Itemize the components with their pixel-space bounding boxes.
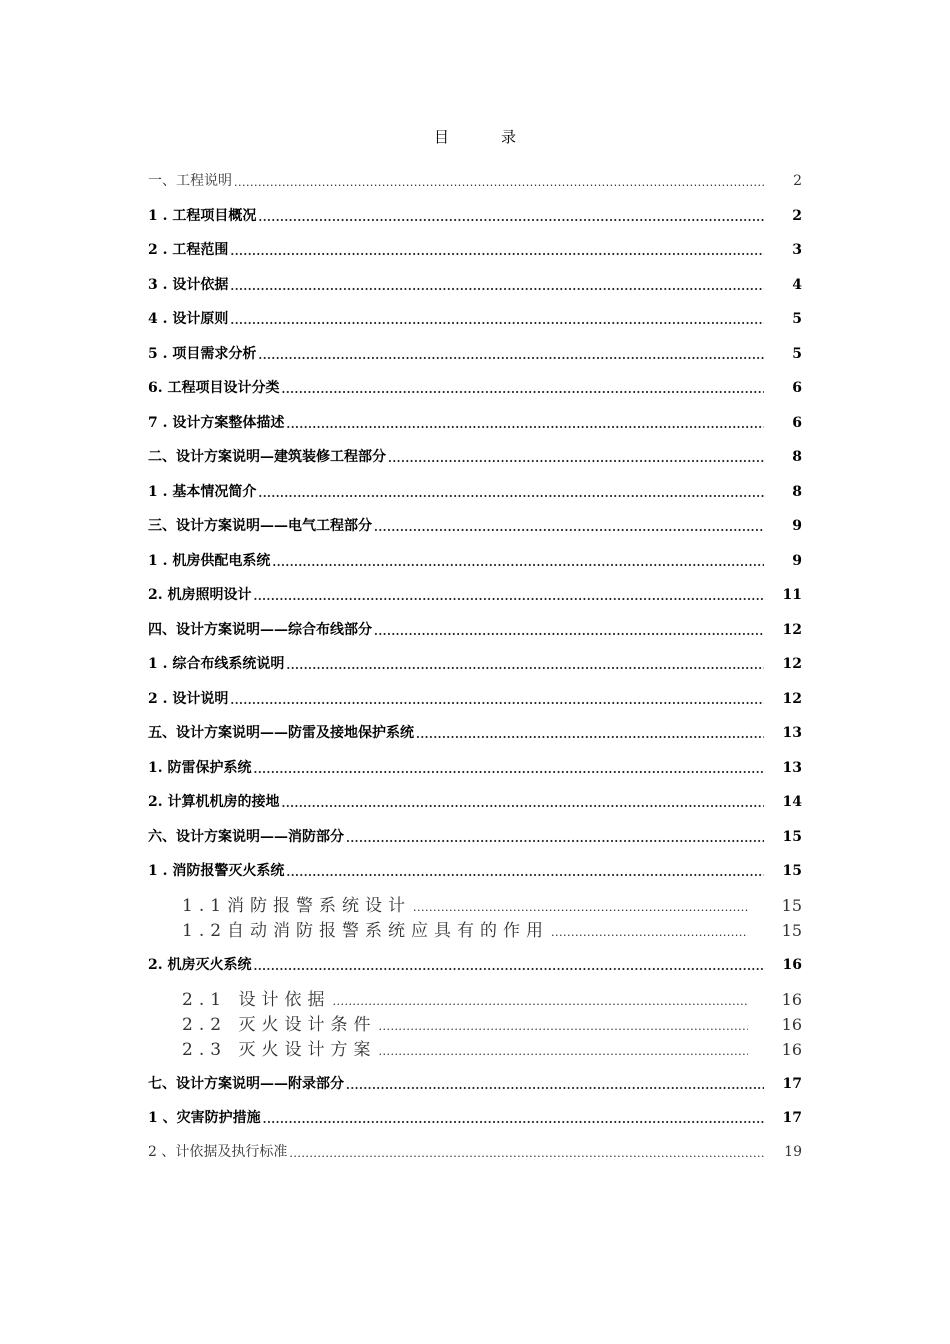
toc-page-number: 2 xyxy=(792,208,802,224)
toc-entry-label: 三、设计方案说明——电气工程部分 xyxy=(148,518,372,534)
toc-entry[interactable] xyxy=(148,582,802,604)
toc-dot-leader xyxy=(254,960,765,974)
toc-entry-label: 6. 工程项目设计分类 xyxy=(148,380,280,396)
toc-page-number: 8 xyxy=(792,484,802,500)
toc-dot-leader xyxy=(254,763,765,777)
toc-dot-leader xyxy=(258,211,764,225)
toc-entry-label: 七、设计方案说明——附录部分 xyxy=(148,1076,344,1092)
toc-entry-label: 二、设计方案说明—建筑装修工程部分 xyxy=(148,449,386,465)
toc-title-right: 录 xyxy=(501,128,517,146)
toc-page-number: 2 xyxy=(793,173,802,189)
toc-subentry[interactable] xyxy=(182,893,802,915)
toc-page-number: 15 xyxy=(781,896,802,915)
toc-entry-label: 1 . 综合布线系统说明 xyxy=(148,656,285,672)
toc-page-number: 8 xyxy=(792,449,802,465)
toc-entry[interactable] xyxy=(148,1139,802,1161)
toc-entry[interactable] xyxy=(148,617,802,639)
toc-entry-label: 1 . 基本情况简介 xyxy=(148,484,257,500)
toc-title-left: 目 xyxy=(433,128,449,146)
toc-entry[interactable] xyxy=(148,168,802,190)
toc-entry[interactable] xyxy=(148,789,802,811)
toc-page-number: 14 xyxy=(782,794,802,810)
toc-dot-leader xyxy=(282,383,765,397)
toc-page-number: 16 xyxy=(782,957,802,973)
toc-dot-leader xyxy=(286,866,764,880)
toc-dot-leader xyxy=(416,728,764,742)
toc-dot-leader xyxy=(272,556,764,570)
toc-dot-leader xyxy=(378,1045,748,1059)
toc-entry[interactable] xyxy=(148,272,802,294)
toc-entry[interactable] xyxy=(148,375,802,397)
toc-page-number: 6 xyxy=(792,380,802,396)
toc-page-number: 15 xyxy=(782,863,802,879)
toc-entry-label: 2.1 设计依据 xyxy=(182,990,331,1010)
toc-page-number: 12 xyxy=(782,622,802,638)
toc-subentry[interactable] xyxy=(182,1037,802,1059)
toc-entry-label: 六、设计方案说明——消防部分 xyxy=(148,829,344,845)
toc-entry-label: 五、设计方案说明——防雷及接地保护系统 xyxy=(148,725,414,741)
toc-entry[interactable] xyxy=(148,479,802,501)
toc-entry[interactable] xyxy=(148,203,802,225)
toc-dot-leader xyxy=(286,418,764,432)
toc-entry-label: 1 、灾害防护措施 xyxy=(148,1110,261,1126)
toc-page-number: 15 xyxy=(781,921,802,940)
toc-dot-leader xyxy=(388,452,764,466)
toc-entry-label: 2. 机房灭火系统 xyxy=(148,957,252,973)
toc-page-number: 6 xyxy=(792,415,802,431)
toc-page-number: 11 xyxy=(782,587,802,603)
toc-dot-leader xyxy=(254,590,765,604)
toc-entry[interactable] xyxy=(148,513,802,535)
toc-page-number: 19 xyxy=(784,1144,802,1160)
toc-subentry[interactable] xyxy=(182,987,802,1009)
toc-page-number: 4 xyxy=(792,277,802,293)
toc-page-number: 17 xyxy=(782,1110,802,1126)
toc-entry[interactable] xyxy=(148,858,802,880)
toc-entry[interactable] xyxy=(148,720,802,742)
toc-dot-leader xyxy=(234,176,764,190)
toc-dot-leader xyxy=(230,245,764,259)
toc-dot-leader xyxy=(378,1020,748,1034)
toc-page-number: 12 xyxy=(782,691,802,707)
toc-entry-label: 3 . 设计依据 xyxy=(148,277,229,293)
toc-entry-label: 2. 计算机机房的接地 xyxy=(148,794,280,810)
toc-page-number: 5 xyxy=(792,346,802,362)
toc-entry[interactable] xyxy=(148,952,802,974)
toc-entry-label: 1 . 工程项目概况 xyxy=(148,208,257,224)
toc-entry-label: 四、设计方案说明——综合布线部分 xyxy=(148,622,372,638)
toc-dot-leader xyxy=(258,349,764,363)
toc-dot-leader xyxy=(230,314,764,328)
toc-entry-label: 2 . 设计说明 xyxy=(148,691,229,707)
toc-title xyxy=(0,126,950,147)
toc-dot-leader xyxy=(230,694,764,708)
toc-dot-leader xyxy=(551,926,748,940)
toc-entry[interactable] xyxy=(148,548,802,570)
toc-entry[interactable] xyxy=(148,237,802,259)
toc-dot-leader xyxy=(286,659,764,673)
toc-page-number: 12 xyxy=(782,656,802,672)
toc-page-number: 15 xyxy=(782,829,802,845)
toc-dot-leader xyxy=(374,521,764,535)
toc-entry[interactable] xyxy=(148,651,802,673)
toc-entry-label: 5 . 项目需求分析 xyxy=(148,346,257,362)
toc-entry[interactable] xyxy=(148,306,802,328)
toc-dot-leader xyxy=(230,280,764,294)
toc-dot-leader xyxy=(374,625,764,639)
toc-entry[interactable] xyxy=(148,410,802,432)
toc-entry-label: 1 . 消防报警灭火系统 xyxy=(148,863,285,879)
toc-entry[interactable] xyxy=(148,686,802,708)
toc-entry[interactable] xyxy=(148,444,802,466)
toc-entry[interactable] xyxy=(148,755,802,777)
toc-page-number: 17 xyxy=(782,1076,802,1092)
toc-entry-label: 2 . 工程范围 xyxy=(148,242,229,258)
toc-page-number: 16 xyxy=(781,1040,802,1059)
toc-entry-label: 2 、计依据及执行标准 xyxy=(148,1144,288,1160)
toc-entry-label: 2.3 灭火设计方案 xyxy=(182,1040,377,1060)
toc-dot-leader xyxy=(263,1113,764,1127)
toc-dot-leader xyxy=(282,797,765,811)
toc-entry[interactable] xyxy=(148,1105,802,1127)
toc-dot-leader xyxy=(289,1147,764,1161)
toc-page-number: 3 xyxy=(792,242,802,258)
toc-dot-leader xyxy=(413,901,748,915)
toc-entry-label: 1.1消防报警系统设计 xyxy=(182,896,412,916)
toc-entry-label: 4 . 设计原则 xyxy=(148,311,229,327)
toc-dot-leader xyxy=(346,1079,764,1093)
toc-entry-label: 2. 机房照明设计 xyxy=(148,587,252,603)
toc-subentry[interactable] xyxy=(182,1012,802,1034)
toc-page-number: 9 xyxy=(792,518,802,534)
toc-subentry[interactable] xyxy=(182,918,802,940)
toc-entry[interactable] xyxy=(148,824,802,846)
toc-dot-leader xyxy=(258,487,764,501)
toc-entry-label: 1.2自动消防报警系统应具有的作用 xyxy=(182,921,550,941)
toc-entry[interactable] xyxy=(148,1071,802,1093)
toc-entry-label: 2.2 灭火设计条件 xyxy=(182,1015,377,1035)
toc-entry-label: 一、工程说明 xyxy=(148,173,232,189)
toc-entry-label: 7 . 设计方案整体描述 xyxy=(148,415,285,431)
toc-entry[interactable] xyxy=(148,341,802,363)
toc-dot-leader xyxy=(332,995,748,1009)
toc-dot-leader xyxy=(346,832,764,846)
toc-page-number: 9 xyxy=(792,553,802,569)
toc-page-number: 16 xyxy=(781,990,802,1009)
toc-entry-label: 1. 防雷保护系统 xyxy=(148,760,252,776)
toc-page-number: 16 xyxy=(781,1015,802,1034)
toc-page-number: 13 xyxy=(782,725,802,741)
toc-entry-label: 1 . 机房供配电系统 xyxy=(148,553,271,569)
toc-page-number: 13 xyxy=(782,760,802,776)
toc-page-number: 5 xyxy=(792,311,802,327)
